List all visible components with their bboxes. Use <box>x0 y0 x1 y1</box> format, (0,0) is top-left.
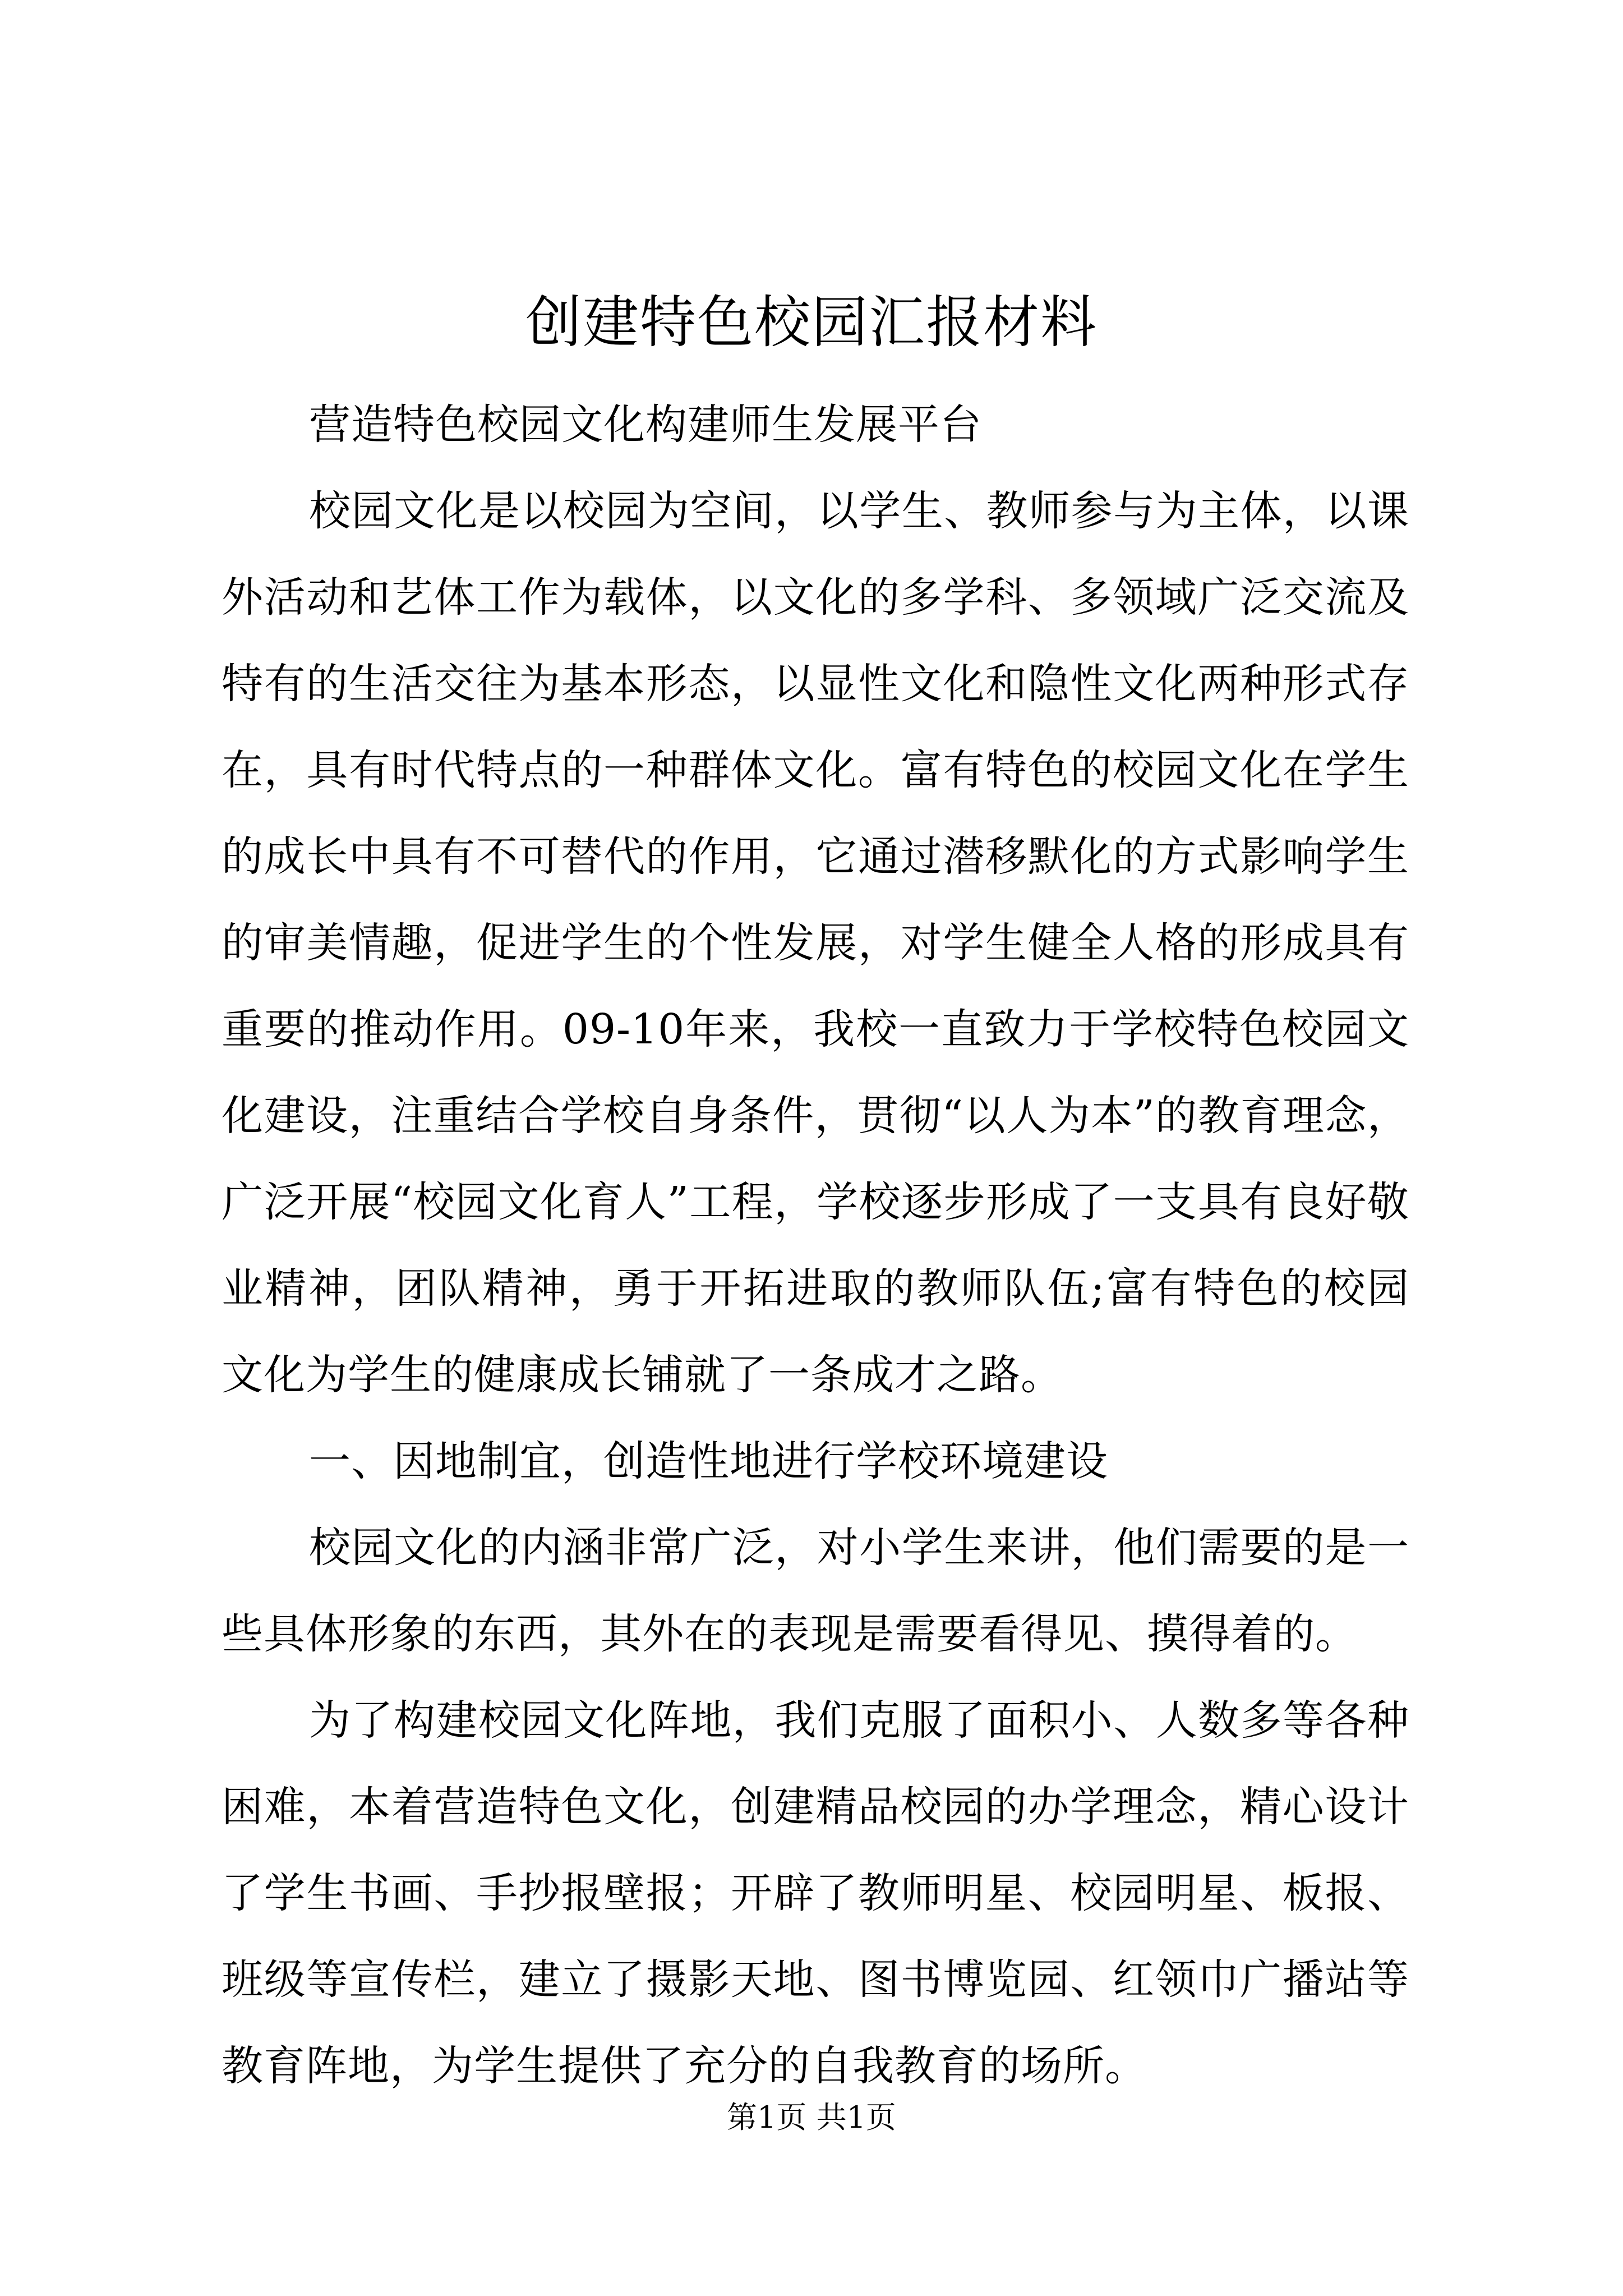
intro-paragraph: 校园文化是以校园为空间，以学生、教师参与为主体，以课外活动和艺体工作为载体，以文化的多学科、多领域广泛交流及特有的生活交往为基本形态，以显性文化和隐性文化两种形式存在，具有时代特点的一种群体文化。富有特色的校园文化在学生的成长中具有不可替代的作用，它通过潜移默化的方式影响学生的审美情趣，促进学生的个性发展，对学生健全人格的形成具有重要的推动作用。09-10年来，我校一直致力于学校特色校园文化建设，注重结合学校自身条件，贯彻“以人为本”的教育理念，广泛开展“校园文化育人”工程，学校逐步形成了一支具有良好敬业精神，团队精神，勇于开拓进取的教师队伍;富有特色的校园文化为学生的健康成长铺就了一条成才之路。 <box>222 487 1409 1399</box>
subtitle-paragraph: 营造特色校园文化构建师生发展平台 <box>309 401 982 449</box>
body-paragraph: 为了构建校园文化阵地，我们克服了面积小、人数多等各种困难，本着营造特色文化，创建精品校园的办学理念，精心设计了学生书画、手抄报壁报；开辟了教师明星、校园明星、板报、班级等宣传栏，建立了摄影天地、图书博览园、红领巾广播站等教育阵地，为学生提供了充分的自我教育的场所。 <box>222 1696 1409 2090</box>
document-body <box>222 381 1409 2109</box>
page-footer: 第1页 共1页 <box>727 2100 896 2135</box>
section-heading: 一、因地制宜，创造性地进行学校环境建设 <box>309 1437 1108 1485</box>
body-paragraph: 校园文化的内涵非常广泛，对小学生来讲，他们需要的是一些具体形象的东西，其外在的表现是需要看得见、摸得着的。 <box>222 1524 1409 1658</box>
document-title: 创建特色校园汇报材料 <box>525 289 1098 355</box>
